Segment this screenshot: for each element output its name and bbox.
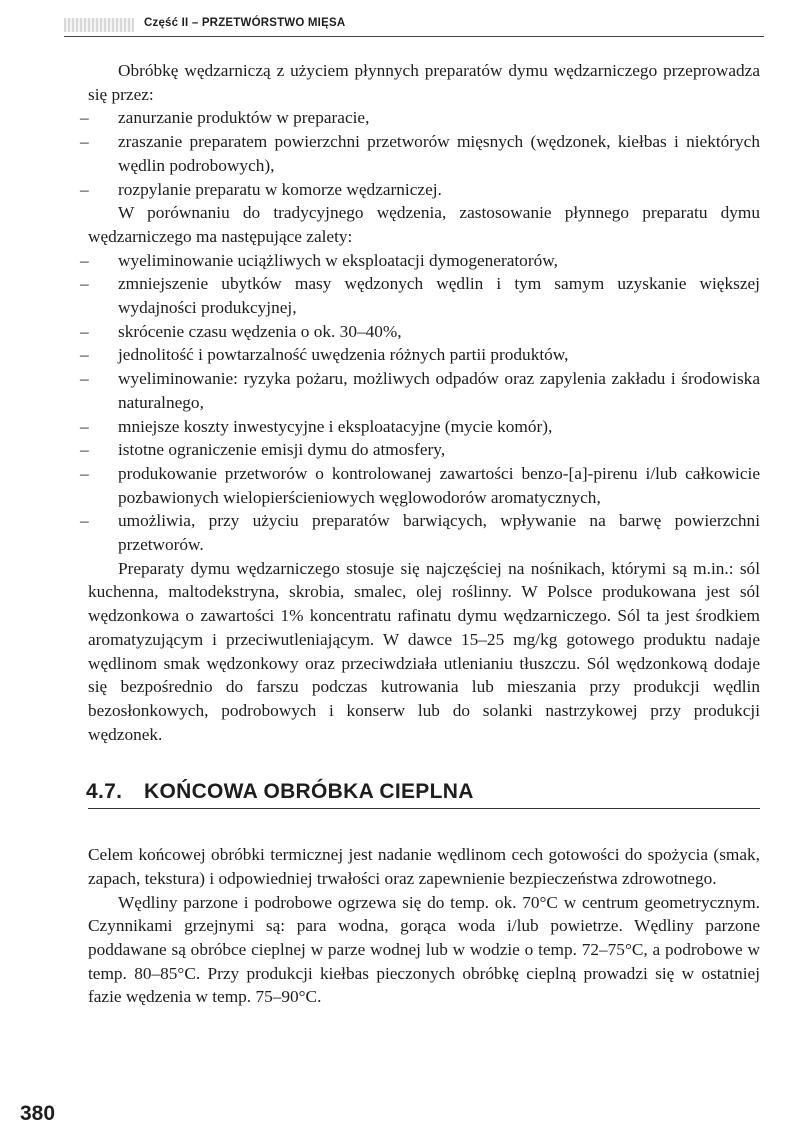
list-item: – zanurzanie produktów w preparacie,: [88, 106, 760, 130]
dash-bullet: –: [80, 369, 89, 389]
section-heading: [88, 780, 760, 809]
dash-bullet: –: [80, 440, 89, 460]
list-item: – produkowanie przetworów o kontrolowanej zawartości benzo-[a]-pirenu i/lub całkowicie pozbawionych wielopierścieniowych węglowodorów aromatycznych,: [80, 463, 760, 507]
dash-bullet: –: [80, 321, 89, 341]
page-content: [80, 59, 760, 1009]
running-header: [64, 16, 764, 37]
intro-paragraph-3: Preparaty dymu wędzarniczego stosuje się najczęściej na nośnikach, którymi są m.in.: sól kuchenna, maltodekstryna, skrobia, smalec, olej roślinny. W Polsce produkowana jest sól wędzonkowa o zawartości 1% koncentratu rafinatu dymu wędzarniczego. Sól ta jest środkiem aromatyzującym i przeciwutleniającym. W dawce 15–25 mg/kg gotowego produktu nadaje wędlinom smak wędzonkowy oraz przeciwdziała utlenianiu tłuszczu. Sól wędzonkową dodaje się bezpośrednio do farszu podczas kutrowania lub mieszania przy produkcji wędlin bezosłonkowych, podrobowych i konserw lub do solanki nastrzykowej przy produkcji wędzonek.: [88, 558, 760, 744]
advantages-list: [80, 249, 760, 557]
section-number: 4.7.: [86, 780, 123, 804]
dash-bullet: –: [80, 416, 89, 436]
header-ornament: [64, 18, 134, 32]
list-item: – wyeliminowanie: ryzyka pożaru, możliwych odpadów oraz zapylenia zakładu i środowiska naturalnego,: [80, 369, 760, 412]
dash-bullet: –: [80, 179, 89, 199]
intro-paragraph-1: Obróbkę wędzarniczą z użyciem płynnych preparatów dymu wędzarniczego przeprowadza się przez:: [88, 61, 760, 104]
list-item: – rozpylanie preparatu w komorze wędzarniczej.: [88, 178, 760, 202]
dash-bullet: –: [80, 132, 89, 152]
dash-bullet: –: [80, 108, 89, 128]
body-paragraph-2: Wędliny parzone i podrobowe ogrzewa się do temp. ok. 70°C w centrum geometrycznym. Czynnikami grzejnymi są: para wodna, gorąca woda i/lub powietrze. Wędliny parzone poddawane są obróbce cieplnej w parze wodnej lub w wodzie o temp. 72–75°C, a podrobowe w temp. 80–85°C. Przy produkcji kiełbas pieczonych obróbkę cieplną prowadzi się w ostatniej fazie wędzenia w temp. 75–90°C.: [88, 892, 760, 1007]
method-list: [80, 106, 760, 201]
dash-bullet: –: [80, 345, 89, 365]
list-item: – istotne ograniczenie emisji dymu do atmosfery,: [88, 438, 760, 462]
list-item: – umożliwia, przy użyciu preparatów barwiących, wpływanie na barwę powierzchni przetworów.: [80, 511, 760, 555]
intro-paragraph-2: W porównaniu do tradycyjnego wędzenia, zastosowanie płynnego preparatu dymu wędzarniczego ma następujące zalety:: [88, 203, 760, 246]
list-item: – skrócenie czasu wędzenia o ok. 30–40%,: [88, 320, 760, 344]
dash-bullet: –: [80, 463, 89, 483]
page-number: 380: [20, 1102, 56, 1125]
section-title: KOŃCOWA OBRÓBKA CIEPLNA: [144, 780, 474, 804]
dash-bullet: –: [80, 250, 89, 270]
header-title: Część II – PRZETWÓRSTWO MIĘSA: [144, 17, 346, 29]
dash-bullet: –: [80, 511, 89, 531]
body-paragraph-1: Celem końcowej obróbki termicznej jest nadanie wędlinom cech gotowości do spożycia (smak, zapach, tekstura) i odpowiedniej trwałości oraz zapewnienie bezpieczeństwa zdrowotnego.: [88, 845, 760, 888]
list-item: – zraszanie preparatem powierzchni przetworów mięsnych (wędzonek, kiełbas i niektórych wędlin podrobowych),: [80, 132, 760, 175]
list-item: – wyeliminowanie uciążliwych w eksploatacji dymogeneratorów,: [88, 249, 760, 273]
list-item: – jednolitość i powtarzalność uwędzenia różnych partii produktów,: [88, 343, 760, 367]
list-item: – mniejsze koszty inwestycyjne i eksploatacyjne (mycie komór),: [88, 415, 760, 439]
list-item: – zmniejszenie ubytków masy wędzonych wędlin i tym samym uzyskanie większej wydajności produkcyjnej,: [80, 274, 760, 318]
dash-bullet: –: [80, 274, 89, 294]
